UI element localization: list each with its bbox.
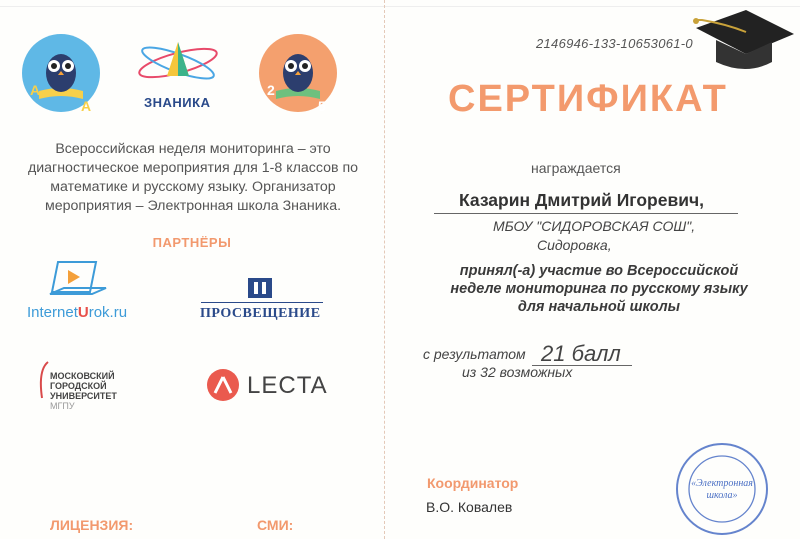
mgpu-line-3: УНИВЕРСИТЕТ [50,391,117,401]
town-name: Сидоровка, [537,237,612,253]
internet-urok-part-a: Internet [27,304,78,321]
top-border [0,0,800,7]
max-score: из 32 возможных [462,364,573,380]
znanika-logo [133,36,223,94]
mgpu-icon [36,360,50,400]
coordinator-label: Координатор [427,475,519,491]
znanika-logo-text: ЗНАНИКА [144,95,211,110]
awarded-label: награждается [531,160,621,176]
result-prefix: с результатом [423,346,526,362]
mgpu-line-2: ГОРОДСКОЙ [50,381,107,391]
owl-left-letter-2: А [81,98,92,113]
lecta-logo-text: LECTA [247,372,328,399]
license-label: ЛИЦЕНЗИЯ: [50,517,134,533]
certificate-title: СЕРТИФИКАТ [448,78,728,120]
participation-line-1: принял(-а) участие во Всероссийской [459,263,739,279]
coordinator-name: В.О. Ковалев [426,499,513,515]
stamp-text-1: «Электронная [691,478,753,489]
score-value: 21 балл [541,341,621,366]
center-divider [384,0,385,539]
name-underline [434,213,738,214]
prosveshenie-logo-text: ПРОСВЕЩЕНИЕ [200,306,321,321]
internet-urok-part-b: U [77,304,89,321]
certificate-code: 2146946-133-10653061-0 [536,36,693,51]
participation-text [414,262,784,316]
prosveshenie-line-top [201,302,323,303]
prosveshenie-icon [246,276,274,300]
internet-urok-icon [48,258,108,302]
mgpu-logo-text [50,371,117,411]
owl-logo-left [21,33,101,113]
smi-label: СМИ: [257,517,294,533]
lecta-icon [206,368,240,402]
internet-urok-logo-text [27,304,127,321]
owl-left-letter-1: А [30,82,41,98]
owl-logo-right [258,33,338,113]
owl-right-digit-2: 5 [318,98,326,113]
internet-urok-part-c: rok.ru [88,304,128,321]
mgpu-line-1: МОСКОВСКИЙ [50,371,115,381]
partners-title: ПАРТНЁРЫ [152,235,232,250]
participation-line-3: для начальной школы [517,299,681,315]
stamp-text-2: школа» [706,490,738,501]
mgpu-line-4: МГПУ [50,401,75,411]
school-name: МБОУ "СИДОРОВСКАЯ СОШ", [493,218,696,234]
official-stamp [674,441,770,537]
recipient-name: Казарин Дмитрий Игоревич, [459,190,705,210]
participation-line-2: неделе мониторинга по русскому языку [450,281,748,297]
event-description: Всероссийская неделя мониторинга – это диагностическое мероприятия для 1-8 классов по математике и русскому языку. Организатор мероприятия – Электронная школа Знаника. [27,141,359,214]
owl-right-digit-1: 2 [267,82,275,98]
